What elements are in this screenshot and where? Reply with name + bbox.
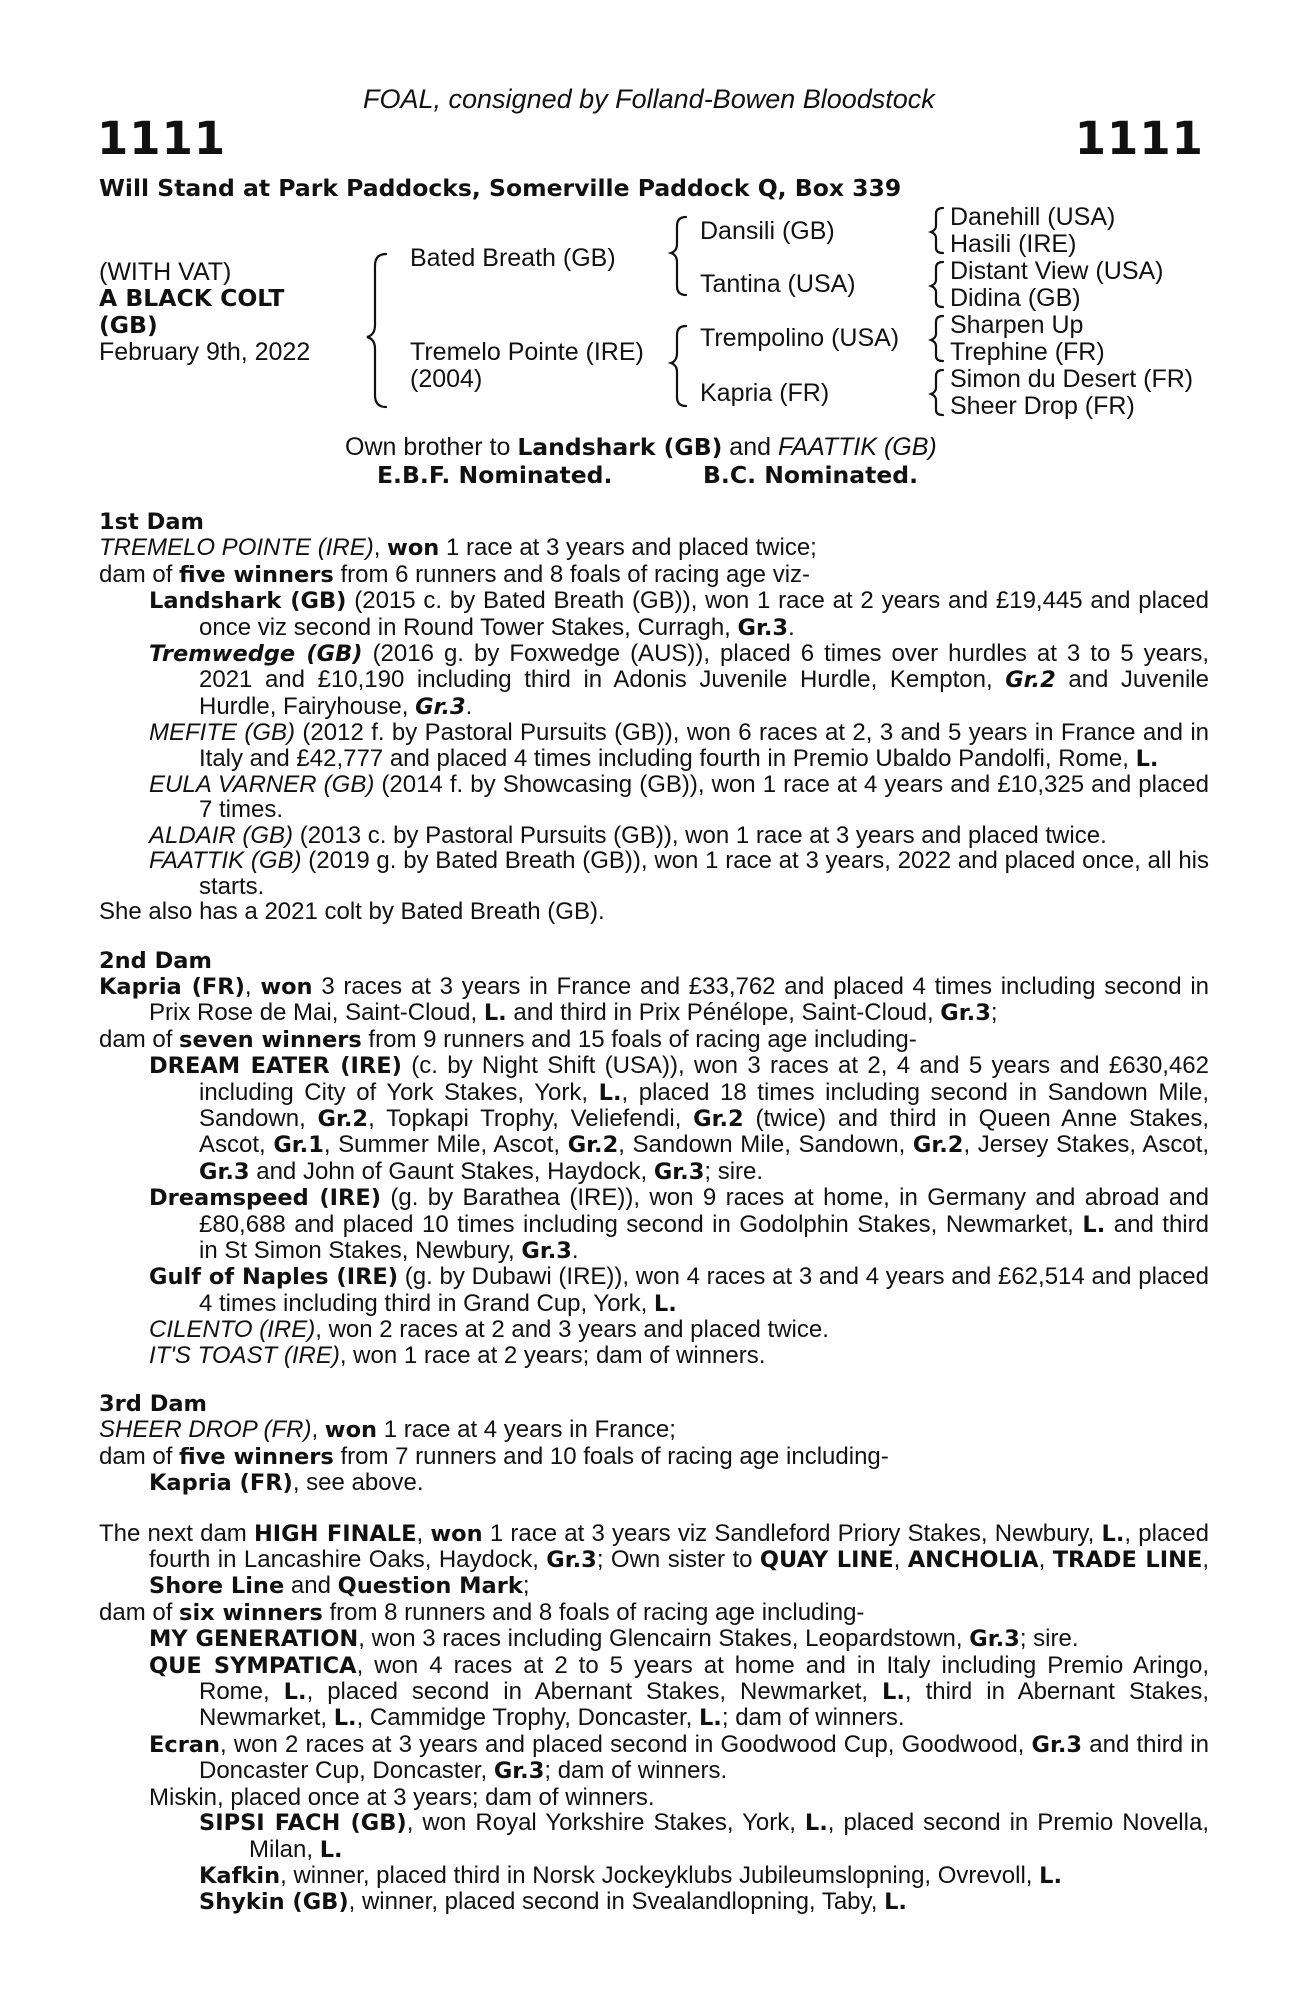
text-run: and third in Doncaster Cup, Doncaster,	[199, 1730, 1209, 1785]
text-run: won	[260, 973, 313, 1000]
text-run: ; sire.	[704, 1157, 764, 1185]
brace-kapria	[931, 370, 943, 415]
text-run: MEFITE (GB)	[149, 719, 296, 747]
text-run: Gr.3	[521, 1237, 572, 1264]
text-run: won	[430, 1520, 483, 1547]
text-run: Gr.3	[493, 1758, 545, 1785]
text-run: Gr.2	[912, 1132, 964, 1159]
text-run: .	[465, 692, 473, 720]
text-run: (2019 g. by Bated Breath (GB)), won 1 race at 3 years, 2022 and placed once, all his starts.	[199, 847, 1210, 900]
text-run: L.	[1135, 745, 1159, 772]
brother-prefix: Own brother to	[345, 433, 518, 461]
bc-nominated: B.C. Nominated.	[703, 461, 919, 489]
text-run: L.	[1082, 1211, 1106, 1238]
text-run: and third in St Simon Stakes, Newbury,	[199, 1210, 1209, 1264]
text-run: (g. by Dubawi (IRE)), won 4 races at 3 and 4 years and £62,514 and placed 4 times including third in Grand Cup, York,	[199, 1263, 1209, 1317]
text-run: from 8 runners and 8 foals of racing age including-	[322, 1598, 865, 1626]
brace-parents	[367, 254, 386, 407]
progeny-record	[99, 1785, 1209, 1810]
text-run: DREAM EATER (IRE)	[149, 1053, 402, 1080]
text-run: ; dam of winners.	[544, 1757, 728, 1785]
dam-record	[99, 1444, 1209, 1470]
text-run: QUE SYMPATICA	[149, 1652, 357, 1679]
dam-record	[99, 1417, 1209, 1443]
section-gap	[99, 925, 1209, 949]
text-run: Dreamspeed (IRE)	[149, 1185, 381, 1212]
lot-number-right: 1111	[1074, 112, 1204, 165]
dam-record	[99, 1600, 1209, 1626]
progeny-record	[99, 1185, 1209, 1264]
text-run: , placed second in Abernant Stakes, Newmarket,	[306, 1678, 883, 1706]
text-run: Gr.3	[737, 614, 789, 641]
text-run: Miskin, placed once at 3 years; dam of winners.	[149, 1783, 655, 1811]
pedigree-sire: Bated Breath (GB)	[410, 244, 616, 272]
text-run: , Topkapi Trophy, Veliefendi,	[368, 1104, 694, 1132]
text-run: dam of	[99, 1442, 180, 1470]
sale-consignor-line: FOAL, consigned by Folland-Bowen Bloodstock	[363, 84, 935, 114]
horse-name: A BLACK COLT	[99, 284, 285, 312]
pedigree-gen3-6: Trephine (FR)	[950, 338, 1105, 366]
pedigree-gen3-8: Sheer Drop (FR)	[950, 392, 1135, 420]
text-run: dam of	[99, 560, 180, 588]
text-run: L.	[882, 1679, 905, 1706]
section-heading: 2nd Dam	[99, 947, 212, 974]
pedigree-braces	[0, 0, 1314, 420]
text-run: L.	[884, 1889, 907, 1916]
text-run: , won 1 race at 2 years; dam of winners.	[339, 1341, 766, 1369]
pedigree-gen3-2: Hasili (IRE)	[950, 230, 1077, 258]
text-run: and	[284, 1572, 338, 1600]
text-run: , third in Abernant Stakes, Newmarket,	[199, 1678, 1209, 1732]
text-run: ,	[244, 972, 261, 1000]
text-run: ; sire.	[1019, 1625, 1079, 1653]
brace-dam	[671, 326, 686, 406]
progeny-record	[99, 1317, 1209, 1342]
text-run: , won 2 races at 2 and 3 years and placed twice.	[315, 1316, 829, 1344]
text-run: EULA VARNER (GB)	[149, 771, 375, 799]
text-run: QUAY LINE	[759, 1547, 894, 1574]
text-run: L.	[1039, 1862, 1063, 1889]
dam-section	[99, 510, 1209, 925]
progeny-record	[99, 720, 1209, 772]
text-run: IT'S TOAST (IRE)	[149, 1341, 340, 1369]
text-run: , Jersey Stakes, Ascot,	[963, 1131, 1210, 1159]
text-run: ,	[373, 534, 388, 562]
text-run: ;	[990, 999, 998, 1027]
text-run: The next dam	[99, 1519, 254, 1547]
pedigree-gen3-5: Sharpen Up	[950, 311, 1084, 339]
progeny-record	[99, 1264, 1209, 1317]
text-run: L.	[333, 1705, 357, 1732]
text-run: (g. by Barathea (IRE)), won 9 races at home, in Germany and abroad and £80,688 and placed 10 times including second in Godolphin Stakes, Newmarket,	[199, 1184, 1209, 1238]
dam-section	[99, 1521, 1209, 1916]
text-run: Gr.3	[1031, 1731, 1083, 1758]
brother-name: Landshark (GB)	[517, 433, 723, 461]
horse-origin: (GB)	[99, 311, 158, 339]
pedigree-gen2-4: Kapria (FR)	[700, 379, 830, 407]
text-run: .	[571, 1236, 579, 1264]
pedigree-gen3-4: Didina (GB)	[950, 284, 1081, 312]
pedigree-gen3-7: Simon du Desert (FR)	[950, 365, 1194, 393]
text-run: (2016 g. by Foxwedge (AUS)), placed 6 times over hurdles at 3 to 5 years, 2021 and £10,190 including third in Adonis Juvenile Hurdle, Kempton,	[199, 640, 1209, 694]
dam-section	[99, 949, 1209, 1369]
brace-sire	[671, 217, 686, 295]
dam-record	[99, 562, 1209, 588]
text-run: and Juvenile Hurdle, Fairyhouse,	[199, 666, 1209, 720]
section-heading: 1st Dam	[99, 509, 204, 535]
text-run: L.	[283, 1679, 307, 1706]
text-run: , winner, placed second in Svealandlopning, Taby,	[348, 1888, 885, 1916]
text-run: Gr.3	[940, 1000, 991, 1027]
text-run: Gr.3	[199, 1158, 250, 1185]
text-run: Gr.2	[567, 1132, 619, 1159]
progeny-record	[99, 823, 1209, 848]
text-run: ,	[1038, 1546, 1053, 1574]
text-run: dam of	[99, 1025, 180, 1053]
text-run: L.	[698, 1705, 722, 1732]
text-run: 3 races at 3 years in France and £33,762 and placed 4 times including second in Prix Rose de Mai, Saint-Cloud,	[149, 972, 1210, 1027]
text-run: Gr.3	[653, 1158, 705, 1185]
text-run: L.	[804, 1810, 828, 1837]
section-gap	[99, 1368, 1209, 1392]
text-run: , winner, placed third in Norsk Jockeyklubs Jubileumslopning, Ovrevoll,	[280, 1861, 1040, 1889]
text-run: Tremwedge (GB)	[149, 641, 363, 668]
text-run: , won 4 races at 2 to 5 years at home and in Italy including Premio Aringo, Rome,	[199, 1651, 1209, 1706]
progeny-record	[99, 1343, 1209, 1368]
vat-note: (WITH VAT)	[99, 258, 232, 286]
text-run: Kapria (FR)	[149, 1470, 293, 1497]
text-run: .	[788, 613, 795, 641]
progeny-record	[99, 1810, 1209, 1863]
text-run: L.	[598, 1079, 622, 1106]
pedigree-dam-year: (2004)	[410, 365, 483, 393]
text-run: (2013 c. by Pastoral Pursuits (GB)), won 1 race at 3 years and placed twice.	[293, 821, 1107, 849]
text-run: Shykin (GB)	[199, 1889, 349, 1916]
text-run: ANCHOLIA	[907, 1547, 1039, 1574]
text-run: , won 3 races including Glencairn Stakes, Leopardstown,	[358, 1625, 970, 1653]
brace-trempolino	[931, 316, 943, 361]
text-run: Gr.2	[693, 1105, 744, 1132]
text-run: L.	[319, 1836, 343, 1863]
text-run: Gulf of Naples (IRE)	[149, 1264, 399, 1291]
text-run: Landshark (GB)	[149, 588, 347, 615]
text-run: HIGH FINALE	[253, 1520, 417, 1547]
text-run: , won Royal Yorkshire Stakes, York,	[406, 1809, 805, 1837]
text-run: and John of Gaunt Stakes, Haydock,	[249, 1157, 654, 1185]
text-run: , Sandown Mile, Sandown,	[618, 1131, 913, 1159]
text-run: SHEER DROP (FR)	[99, 1416, 312, 1444]
dam-record	[99, 535, 1209, 561]
progeny-record	[99, 1053, 1209, 1185]
text-run: (2015 c. by Bated Breath (GB)), won 1 race at 2 years and £19,445 and placed once viz second in Round Tower Stakes, Curragh,	[199, 587, 1209, 641]
text-run: Gr.3	[546, 1547, 597, 1574]
text-run: MY GENERATION	[149, 1626, 359, 1653]
pedigree-gen3-3: Distant View (USA)	[950, 257, 1164, 285]
brace-tantina	[931, 262, 943, 307]
progeny-record	[99, 1626, 1209, 1652]
pedigree-gen3-1: Danehill (USA)	[950, 203, 1116, 231]
brother-second: FAATTIK (GB)	[777, 433, 937, 461]
text-run: Ecran	[149, 1731, 221, 1758]
text-run: from 7 runners and 10 foals of racing age including-	[333, 1442, 889, 1470]
text-run: , Cammidge Trophy, Doncaster,	[356, 1704, 699, 1732]
text-run: Kafkin	[199, 1862, 281, 1889]
progeny-record	[99, 772, 1209, 823]
text-run: and third in Prix Pénélope, Saint-Cloud,	[506, 999, 941, 1027]
section-heading: 3rd Dam	[99, 1391, 207, 1417]
text-run: (twice) and third in Queen Anne Stakes, Ascot,	[199, 1104, 1210, 1159]
brace-dansili	[931, 208, 943, 253]
progeny-record	[99, 848, 1209, 899]
catalogue-body	[99, 510, 1209, 1916]
text-run: ,	[1202, 1546, 1209, 1574]
text-run: 1 race at 3 years viz Sandleford Priory Stakes, Newbury,	[482, 1519, 1102, 1547]
stand-location: Will Stand at Park Paddocks, Somerville Paddock Q, Box 339	[99, 174, 902, 202]
text-run: six winners	[179, 1599, 323, 1626]
text-run: five winners	[179, 561, 334, 588]
text-run: ;	[522, 1572, 530, 1600]
lot-number-left: 1111	[97, 112, 227, 165]
text-run: dam of	[99, 1598, 180, 1626]
text-run: L.	[653, 1290, 677, 1317]
text-run: Gr.2	[317, 1105, 369, 1132]
text-run: (c. by Night Shift (USA)), won 3 races at 2, 4 and 5 years and £630,462 including City of York Stakes, York,	[199, 1052, 1210, 1106]
progeny-record	[99, 1863, 1209, 1889]
pedigree-gen2-2: Tantina (USA)	[700, 270, 856, 298]
text-run: , placed 18 times including second in Sandown Mile, Sandown,	[199, 1078, 1210, 1132]
text-run: , Summer Mile, Ascot,	[323, 1131, 568, 1159]
text-run: Gr.1	[273, 1132, 324, 1159]
dam-record	[99, 1027, 1209, 1053]
progeny-record	[99, 588, 1209, 641]
text-run: ; dam of winners.	[721, 1704, 905, 1732]
text-run: SIPSI FACH (GB)	[199, 1810, 407, 1837]
text-run: from 6 runners and 8 foals of racing age viz-	[333, 560, 811, 588]
text-run: (2012 f. by Pastoral Pursuits (GB)), won 6 races at 2, 3 and 5 years in France and in Italy and £42,777 and placed 4 times including fourth in Premio Ubaldo Pandolfi, Rome,	[199, 719, 1210, 772]
progeny-record	[99, 1470, 1209, 1496]
text-run: L.	[1101, 1520, 1125, 1547]
text-run: won	[324, 1417, 378, 1444]
text-run: TRADE LINE	[1052, 1547, 1203, 1574]
text-run: CILENTO (IRE)	[149, 1316, 316, 1344]
dam-record	[99, 1521, 1209, 1600]
pedigree-gen2-3: Trempolino (USA)	[700, 324, 900, 352]
text-run: ,	[416, 1519, 431, 1547]
text-run: ALDAIR (GB)	[149, 821, 294, 849]
dam-record	[99, 974, 1209, 1027]
progeny-record	[99, 1889, 1209, 1915]
text-run: TREMELO POINTE (IRE)	[99, 534, 374, 562]
text-run: ,	[311, 1416, 325, 1444]
text-run: Gr.3	[415, 693, 466, 720]
text-run: 1 race at 4 years in France;	[377, 1416, 676, 1444]
text-run: , see above.	[292, 1469, 424, 1497]
text-run: Shore Line	[149, 1573, 285, 1600]
text-run: , placed second in Premio Novella, Milan,	[249, 1809, 1209, 1863]
horse-foaling-date: February 9th, 2022	[99, 338, 311, 366]
text-run: , placed fourth in Lancashire Oaks, Haydock,	[149, 1519, 1209, 1574]
text-run: five winners	[179, 1443, 334, 1470]
dam-section	[99, 1392, 1209, 1497]
brother-note	[345, 434, 937, 461]
text-run: from 9 runners and 15 foals of racing age including-	[361, 1025, 917, 1053]
progeny-record	[99, 1732, 1209, 1785]
text-run: She also has a 2021 colt by Bated Breath (GB).	[99, 898, 605, 926]
pedigree-dam: Tremelo Pointe (IRE)	[410, 338, 644, 366]
brother-and: and	[722, 433, 778, 461]
progeny-record	[99, 1653, 1209, 1732]
text-run: Gr.2	[1005, 667, 1056, 694]
text-run: seven winners	[179, 1026, 362, 1053]
text-run: ; Own sister to	[596, 1546, 760, 1574]
text-run: 1 race at 3 years and placed twice;	[439, 534, 817, 562]
text-run: Gr.3	[969, 1626, 1020, 1653]
text-run: L.	[483, 1000, 507, 1027]
text-run: FAATTIK (GB)	[149, 847, 302, 875]
text-run: won	[387, 535, 440, 562]
progeny-record	[99, 641, 1209, 720]
text-run: Question Mark	[337, 1573, 523, 1600]
section-gap	[99, 1497, 1209, 1521]
ebf-nominated: E.B.F. Nominated.	[377, 461, 613, 489]
text-run: Kapria (FR)	[99, 973, 245, 1000]
text-run: (2014 f. by Showcasing (GB)), won 1 race at 4 years and £10,325 and placed 7 times.	[199, 771, 1209, 824]
text-run: , won 2 races at 3 years and placed second in Goodwood Cup, Goodwood,	[220, 1730, 1032, 1758]
pedigree-gen2-1: Dansili (GB)	[700, 217, 835, 245]
dam-record	[99, 899, 1209, 924]
text-run: ,	[893, 1546, 908, 1574]
